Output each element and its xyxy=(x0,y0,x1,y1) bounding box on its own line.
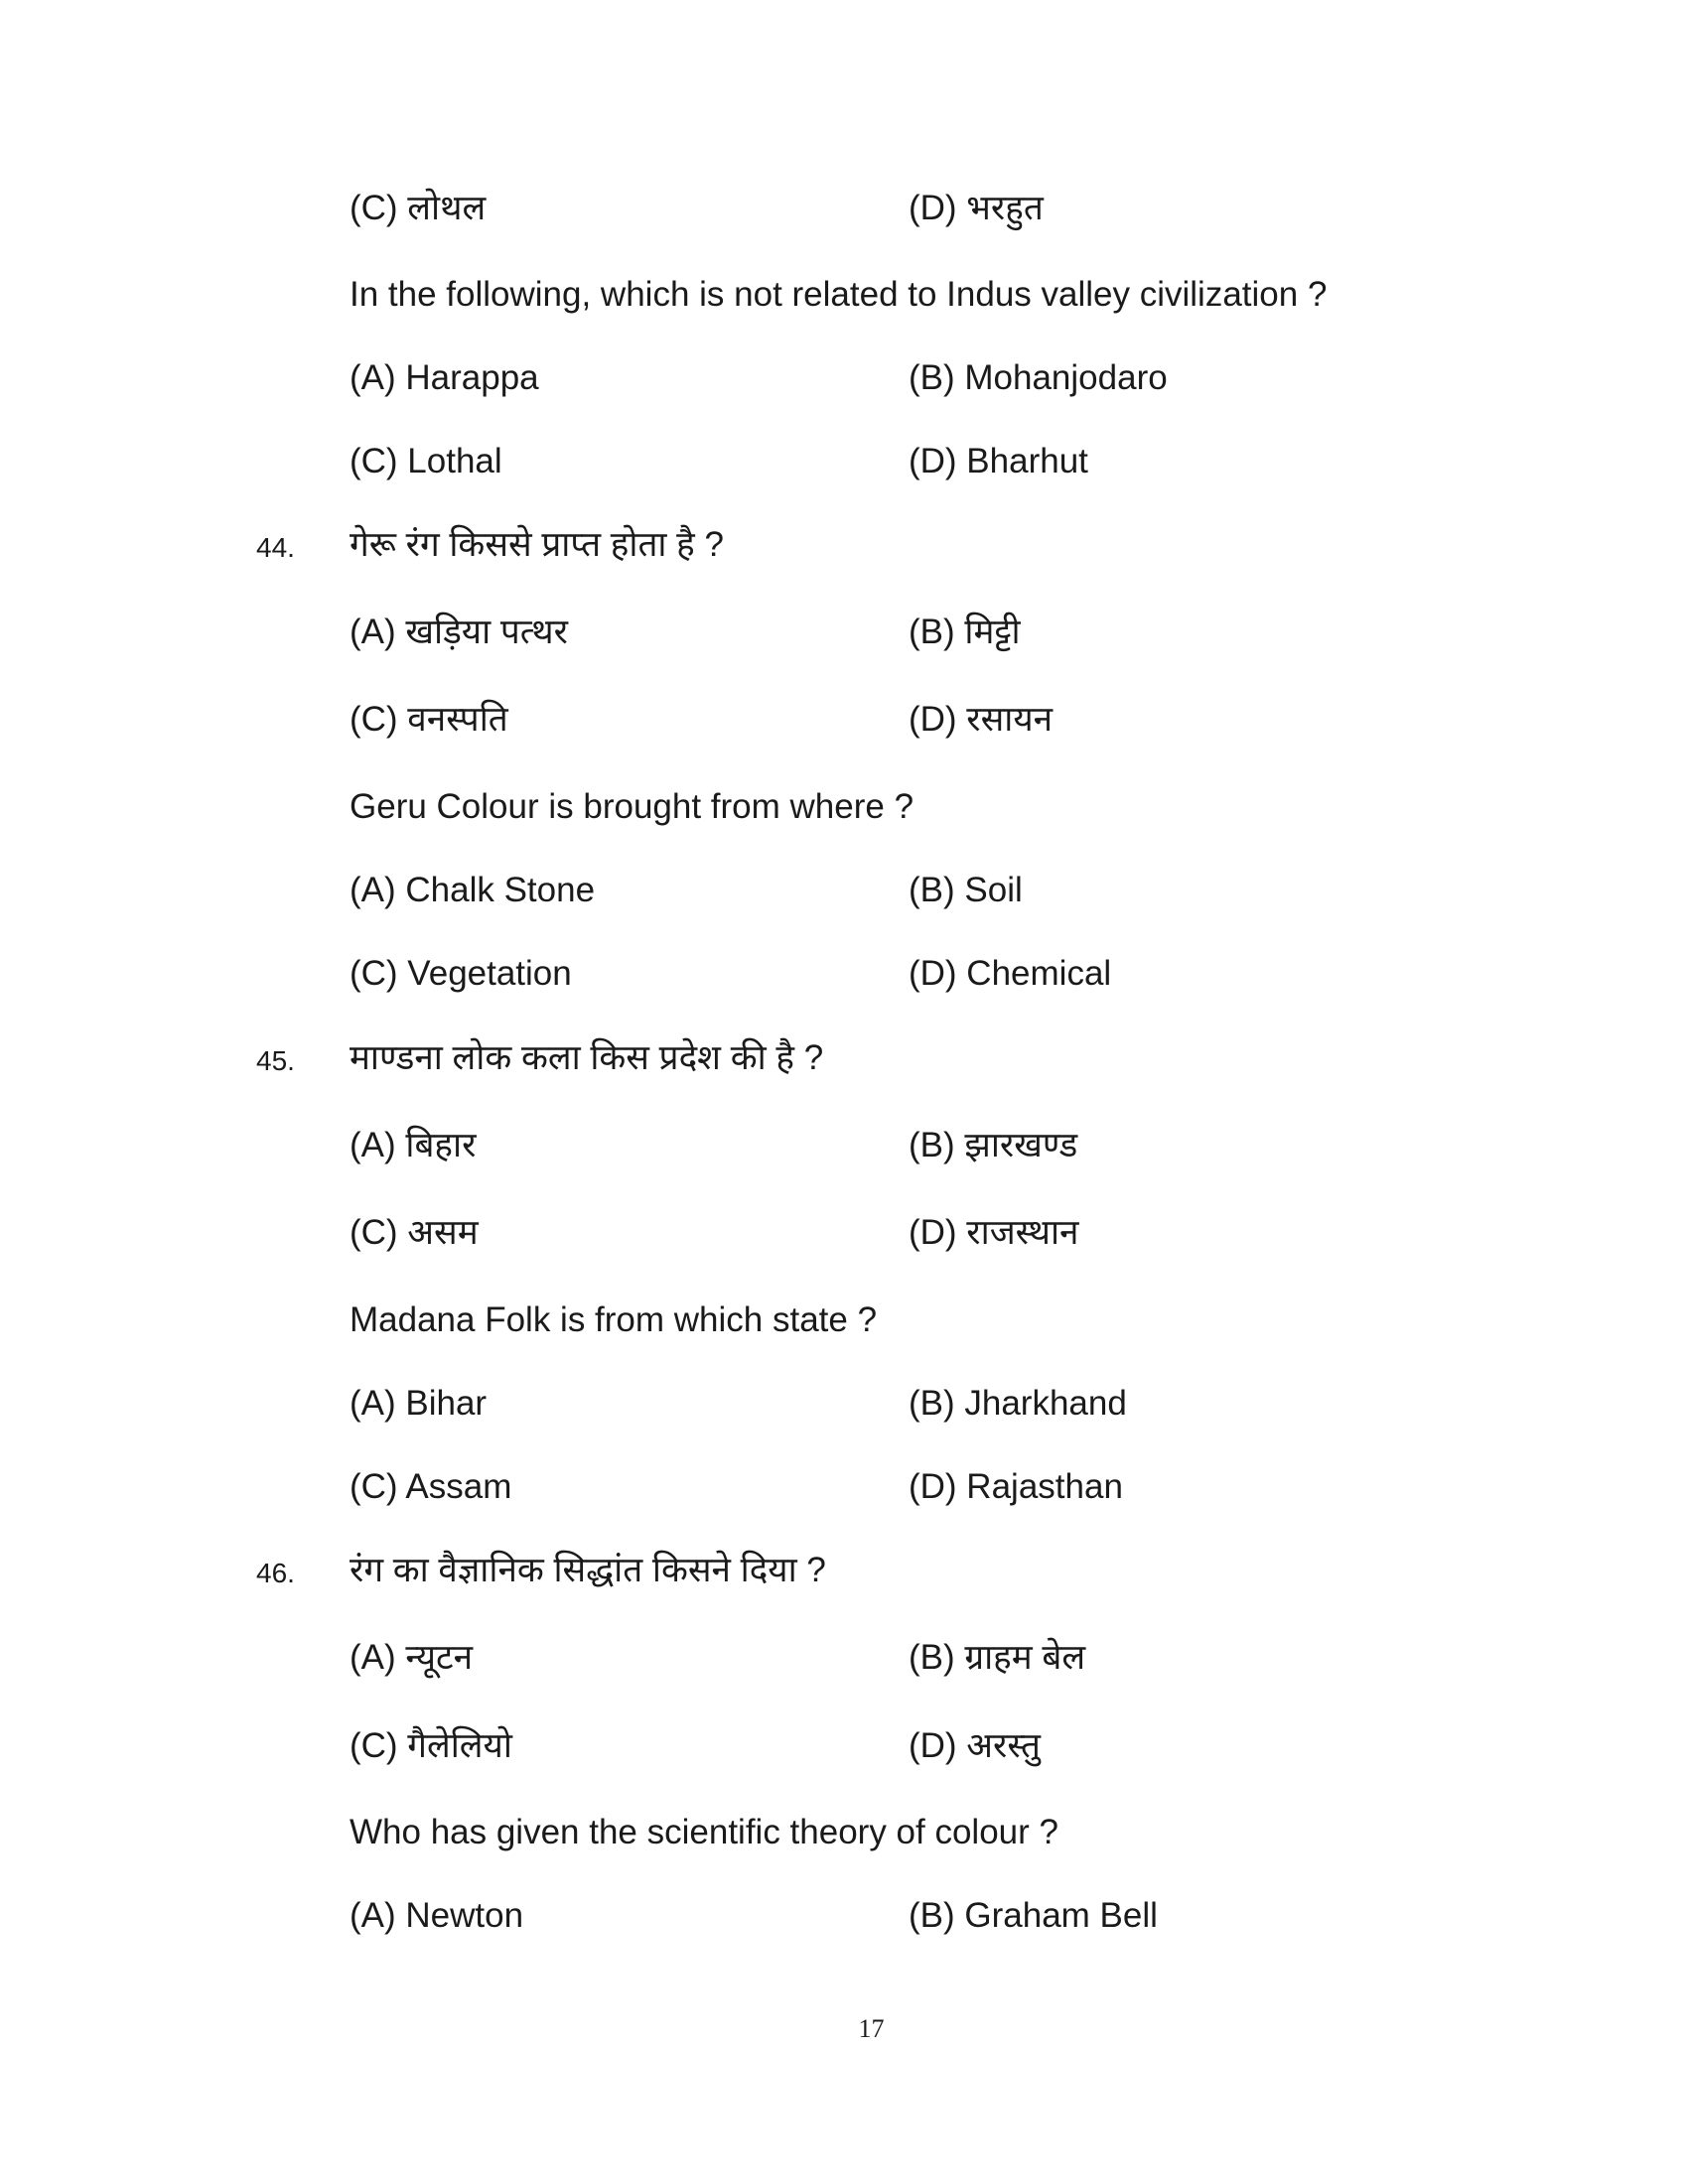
option-b: (B) Mohanjodaro xyxy=(909,358,1168,397)
option-d: (D) Chemical xyxy=(909,954,1112,993)
option-b-hindi: (B) ग्राहम बेल xyxy=(909,1638,1086,1677)
question-text-hindi: गेरू रंग किससे प्राप्त होता है ? xyxy=(350,525,724,564)
option-c: (C) Assam xyxy=(350,1467,512,1506)
question-text-english: Who has given the scientific theory of colour ? xyxy=(350,1813,1058,1851)
question-text-english: In the following, which is not related to Indus valley civilization ? xyxy=(350,275,1328,314)
option-a: (A) Chalk Stone xyxy=(350,871,596,909)
option-d-hindi: (D) अरस्तु xyxy=(909,1726,1041,1765)
page-number: 17 xyxy=(858,2014,885,2043)
option-d-hindi: (D) रसायन xyxy=(909,700,1054,739)
option-b: (B) Jharkhand xyxy=(909,1384,1127,1423)
option-a-hindi: (A) न्यूटन xyxy=(350,1638,474,1677)
option-a-hindi: (A) खड़िया पत्थर xyxy=(350,613,568,651)
option-c-hindi: (C) असम xyxy=(350,1213,479,1252)
question-number: 45. xyxy=(256,1045,295,1076)
question-number: 44. xyxy=(256,532,295,563)
option-b-hindi: (B) झारखण्ड xyxy=(909,1126,1078,1164)
option-d-hindi: (D) भरहुत xyxy=(909,189,1044,227)
option-a: (A) Newton xyxy=(350,1896,524,1935)
option-b-hindi: (B) मिट्टी xyxy=(909,613,1021,651)
option-b: (B) Soil xyxy=(909,871,1023,909)
question-text-english: Geru Colour is brought from where ? xyxy=(350,787,914,826)
option-d: (D) Rajasthan xyxy=(909,1467,1123,1506)
option-d: (D) Bharhut xyxy=(909,442,1088,480)
question-text-hindi: रंग का वैज्ञानिक सिद्धांत किसने दिया ? xyxy=(350,1551,826,1589)
option-c-hindi: (C) गैलेलियो xyxy=(350,1726,512,1765)
option-c: (C) Vegetation xyxy=(350,954,572,993)
option-a: (A) Harappa xyxy=(350,358,539,397)
option-a-hindi: (A) बिहार xyxy=(350,1126,477,1164)
question-number: 46. xyxy=(256,1558,295,1588)
option-a: (A) Bihar xyxy=(350,1384,488,1423)
option-d-hindi: (D) राजस्थान xyxy=(909,1213,1079,1252)
option-b: (B) Graham Bell xyxy=(909,1896,1158,1935)
option-c-hindi: (C) लोथल xyxy=(350,189,487,227)
option-c: (C) Lothal xyxy=(350,442,502,480)
option-c-hindi: (C) वनस्पति xyxy=(350,700,508,739)
question-text-english: Madana Folk is from which state ? xyxy=(350,1300,878,1339)
question-text-hindi: माण्डना लोक कला किस प्रदेश की है ? xyxy=(350,1038,824,1077)
